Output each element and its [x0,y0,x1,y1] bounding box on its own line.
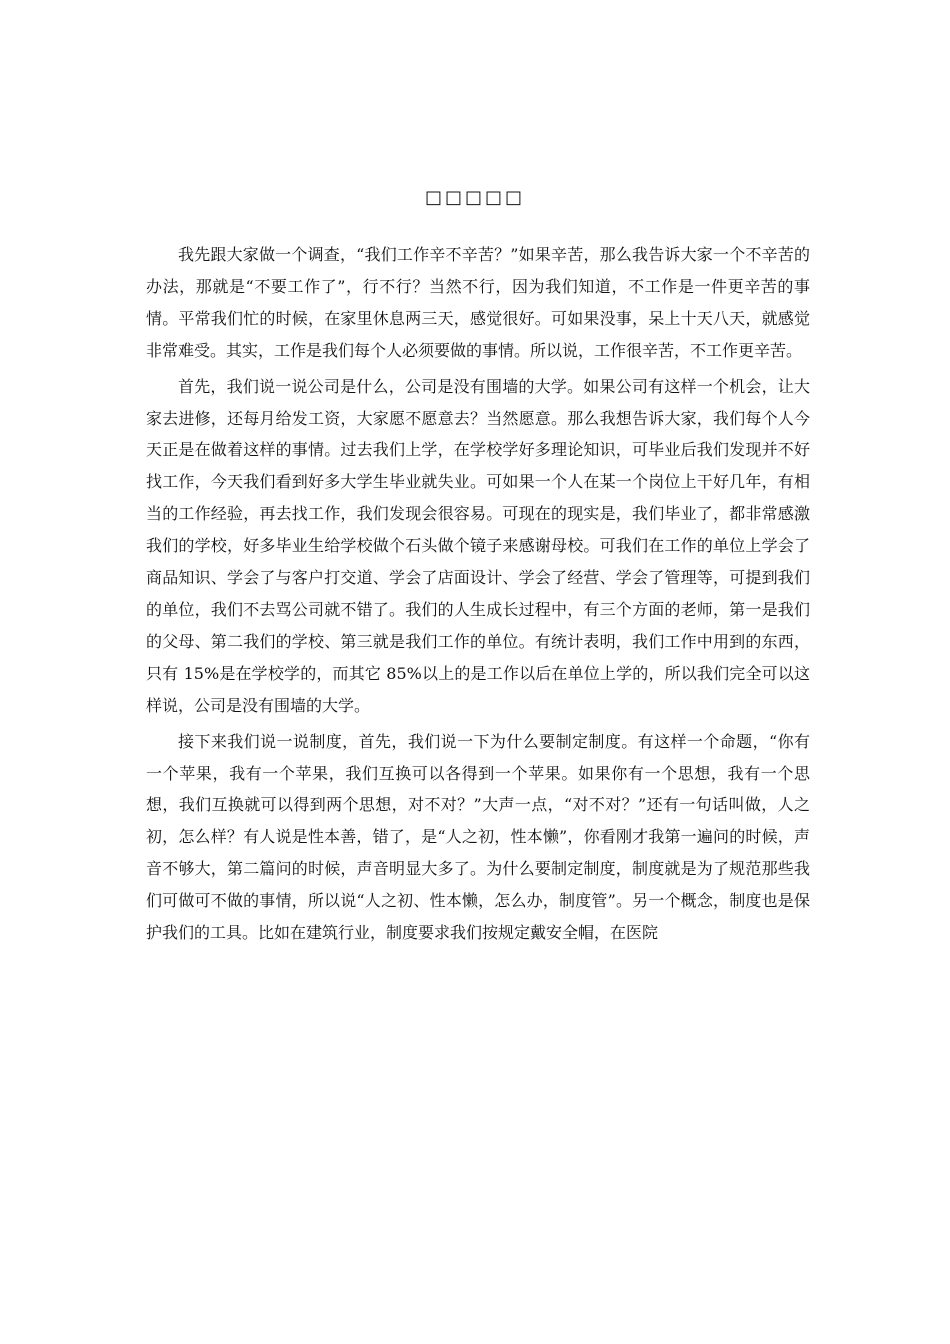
document-title: □□□□□ [424,187,526,208]
paragraph-rules: 接下来我们说一说制度，首先，我们说一下为什么要制定制度。有这样一个命题，“你有一个苹果，我有一个苹果，我们互换可以各得到一个苹果。如果你有一个思想，我有一个思想，我们互换就可以得到两个思想，对不对？”大声一点，“对不对？”还有一句话叫做，人之初，怎么样？有人说是性本善，错了，是“人之初，性本懒”，你看刚才我第一遍问的时候，声音不够大，第二篇问的时候，声音明显大多了。为什么要制定制度，制度就是为了规范那些我们可做可不做的事情，所以说“人之初、性本懒，怎么办，制度管”。另一个概念，制度也是保护我们的工具。比如在建筑行业，制度要求我们按规定戴安全帽，在医院 [146,731,810,943]
document-body [146,239,810,949]
paragraph-intro: 我先跟大家做一个调查，“我们工作辛不辛苦？”如果辛苦，那么我告诉大家一个不辛苦的办法，那就是“不要工作了”，行不行？当然不行，因为我们知道，不工作是一件更辛苦的事情。平常我们忙的时候，在家里休息两三天，感觉很好。可如果没事，呆上十天八天，就感觉非常难受。其实，工作是我们每个人必须要做的事情。所以说，工作很辛苦，不工作更辛苦。 [146,245,810,360]
paragraph-company: 首先，我们说一说公司是什么，公司是没有围墙的大学。如果公司有这样一个机会，让大家去进修，还每月给发工资，大家愿不愿意去？当然愿意。那么我想告诉大家，我们每个人今天正是在做着这样的事情。过去我们上学，在学校学好多理论知识，可毕业后我们发现并不好找工作，今天我们看到好多大学生毕业就失业。可如果一个人在某一个岗位上干好几年，有相当的工作经验，再去找工作，我们发现会很容易。可现在的现实是，我们毕业了，都非常感激我们的学校，好多毕业生给学校做个石头做个镜子来感谢母校。可我们在工作的单位上学会了商品知识、学会了与客户打交道、学会了店面设计、学会了经营、学会了管理等，可提到我们的单位，我们不去骂公司就不错了。我们的人生成长过程中，有三个方面的老师，第一是我们的父母、第二我们的学校、第三就是我们工作的单位。有统计表明，我们工作中用到的东西，只有 15%是在学校学的，而其它 85%以上的是工作以后在单位上学的，所以我们完全可以这样说，公司是没有围墙的大学。 [146,376,810,715]
